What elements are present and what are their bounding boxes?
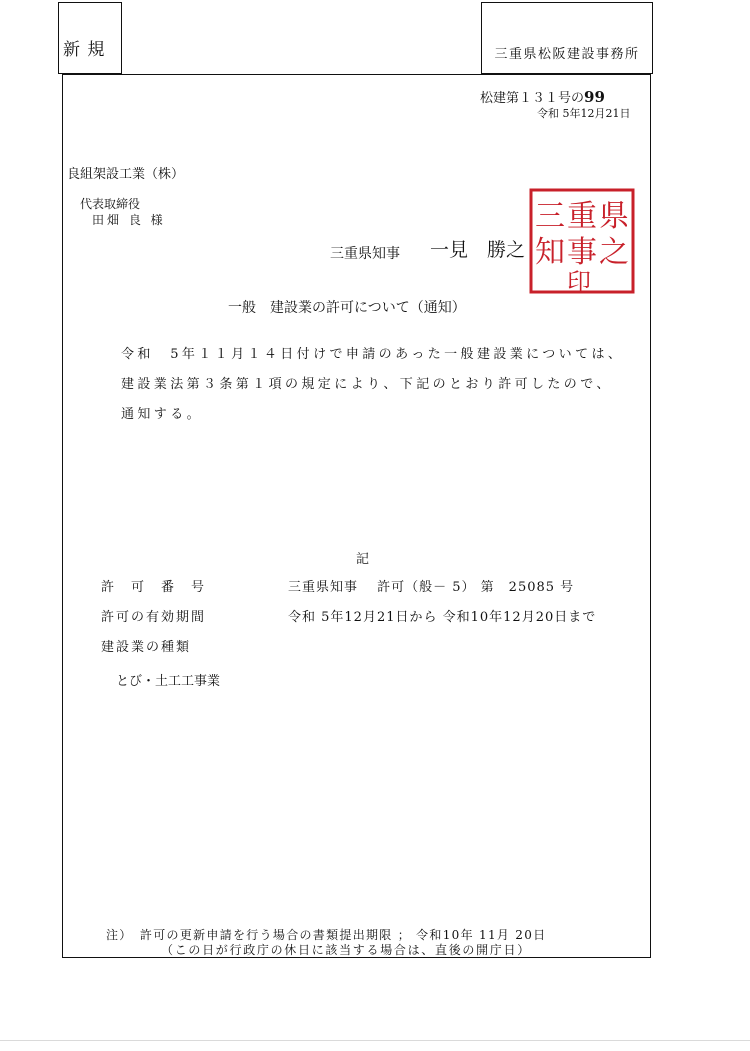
seal-char-6: 之	[599, 235, 629, 270]
seal-char-1: 三	[535, 199, 565, 234]
ref-number-suffix: 99	[584, 88, 605, 106]
validity-label: 許可の有効期間	[101, 610, 207, 625]
new-tag-label: 新 規	[63, 40, 106, 60]
recipient-title: 代表取締役	[80, 197, 141, 211]
new-tag-box	[58, 2, 122, 74]
validity-value: 令和 5年12月21日から 令和10年12月20日まで	[288, 610, 597, 625]
ref-number	[480, 90, 605, 105]
seal-char-4: 知	[535, 235, 565, 270]
sender-title: 三重県知事	[330, 246, 400, 262]
permit-number-value: 三重県知事 許可（般－ 5） 第 25085 号	[288, 580, 575, 595]
seal-char-2: 重	[567, 199, 597, 234]
seal-char-7: 印	[567, 268, 591, 296]
seal-char-5: 事	[567, 235, 597, 270]
body-line-1: 令和 5年１１月１４日付けで申請のあった一般建設業については、	[121, 347, 625, 362]
note-line-1: 注） 許可の更新申請を行う場合の書類提出期限 ； 令和10年 11月 20日	[106, 928, 547, 942]
recipient-name: 田畑 良 様	[92, 213, 166, 227]
permit-number-label: 許 可 番 号	[101, 580, 207, 595]
seal-char-3: 県	[599, 199, 629, 234]
ref-number-text: 松建第１３１号の	[480, 91, 585, 106]
official-seal	[527, 186, 637, 296]
office-name: 三重県松阪建設事務所	[494, 47, 640, 62]
ref-date: 令和 5年12月21日	[537, 107, 631, 120]
type-value: とび・土工工事業	[116, 674, 221, 689]
sender-name: 一見 勝之	[430, 239, 526, 261]
page-bottom-line	[0, 1040, 750, 1041]
ki-heading: 記	[356, 552, 370, 567]
body-line-3: 通知する。	[121, 407, 204, 422]
subject: 一般 建設業の許可について（通知）	[228, 300, 466, 316]
office-tag-box	[481, 2, 653, 74]
type-label: 建設業の種類	[101, 640, 192, 655]
body-line-2: 建設業法第３条第１項の規定により、下記のとおり許可したので、	[121, 377, 613, 392]
recipient-company: 良組架設工業（株）	[67, 167, 185, 182]
note-line-2: （この日が行政庁の休日に該当する場合は、直後の開庁日）	[161, 943, 531, 957]
